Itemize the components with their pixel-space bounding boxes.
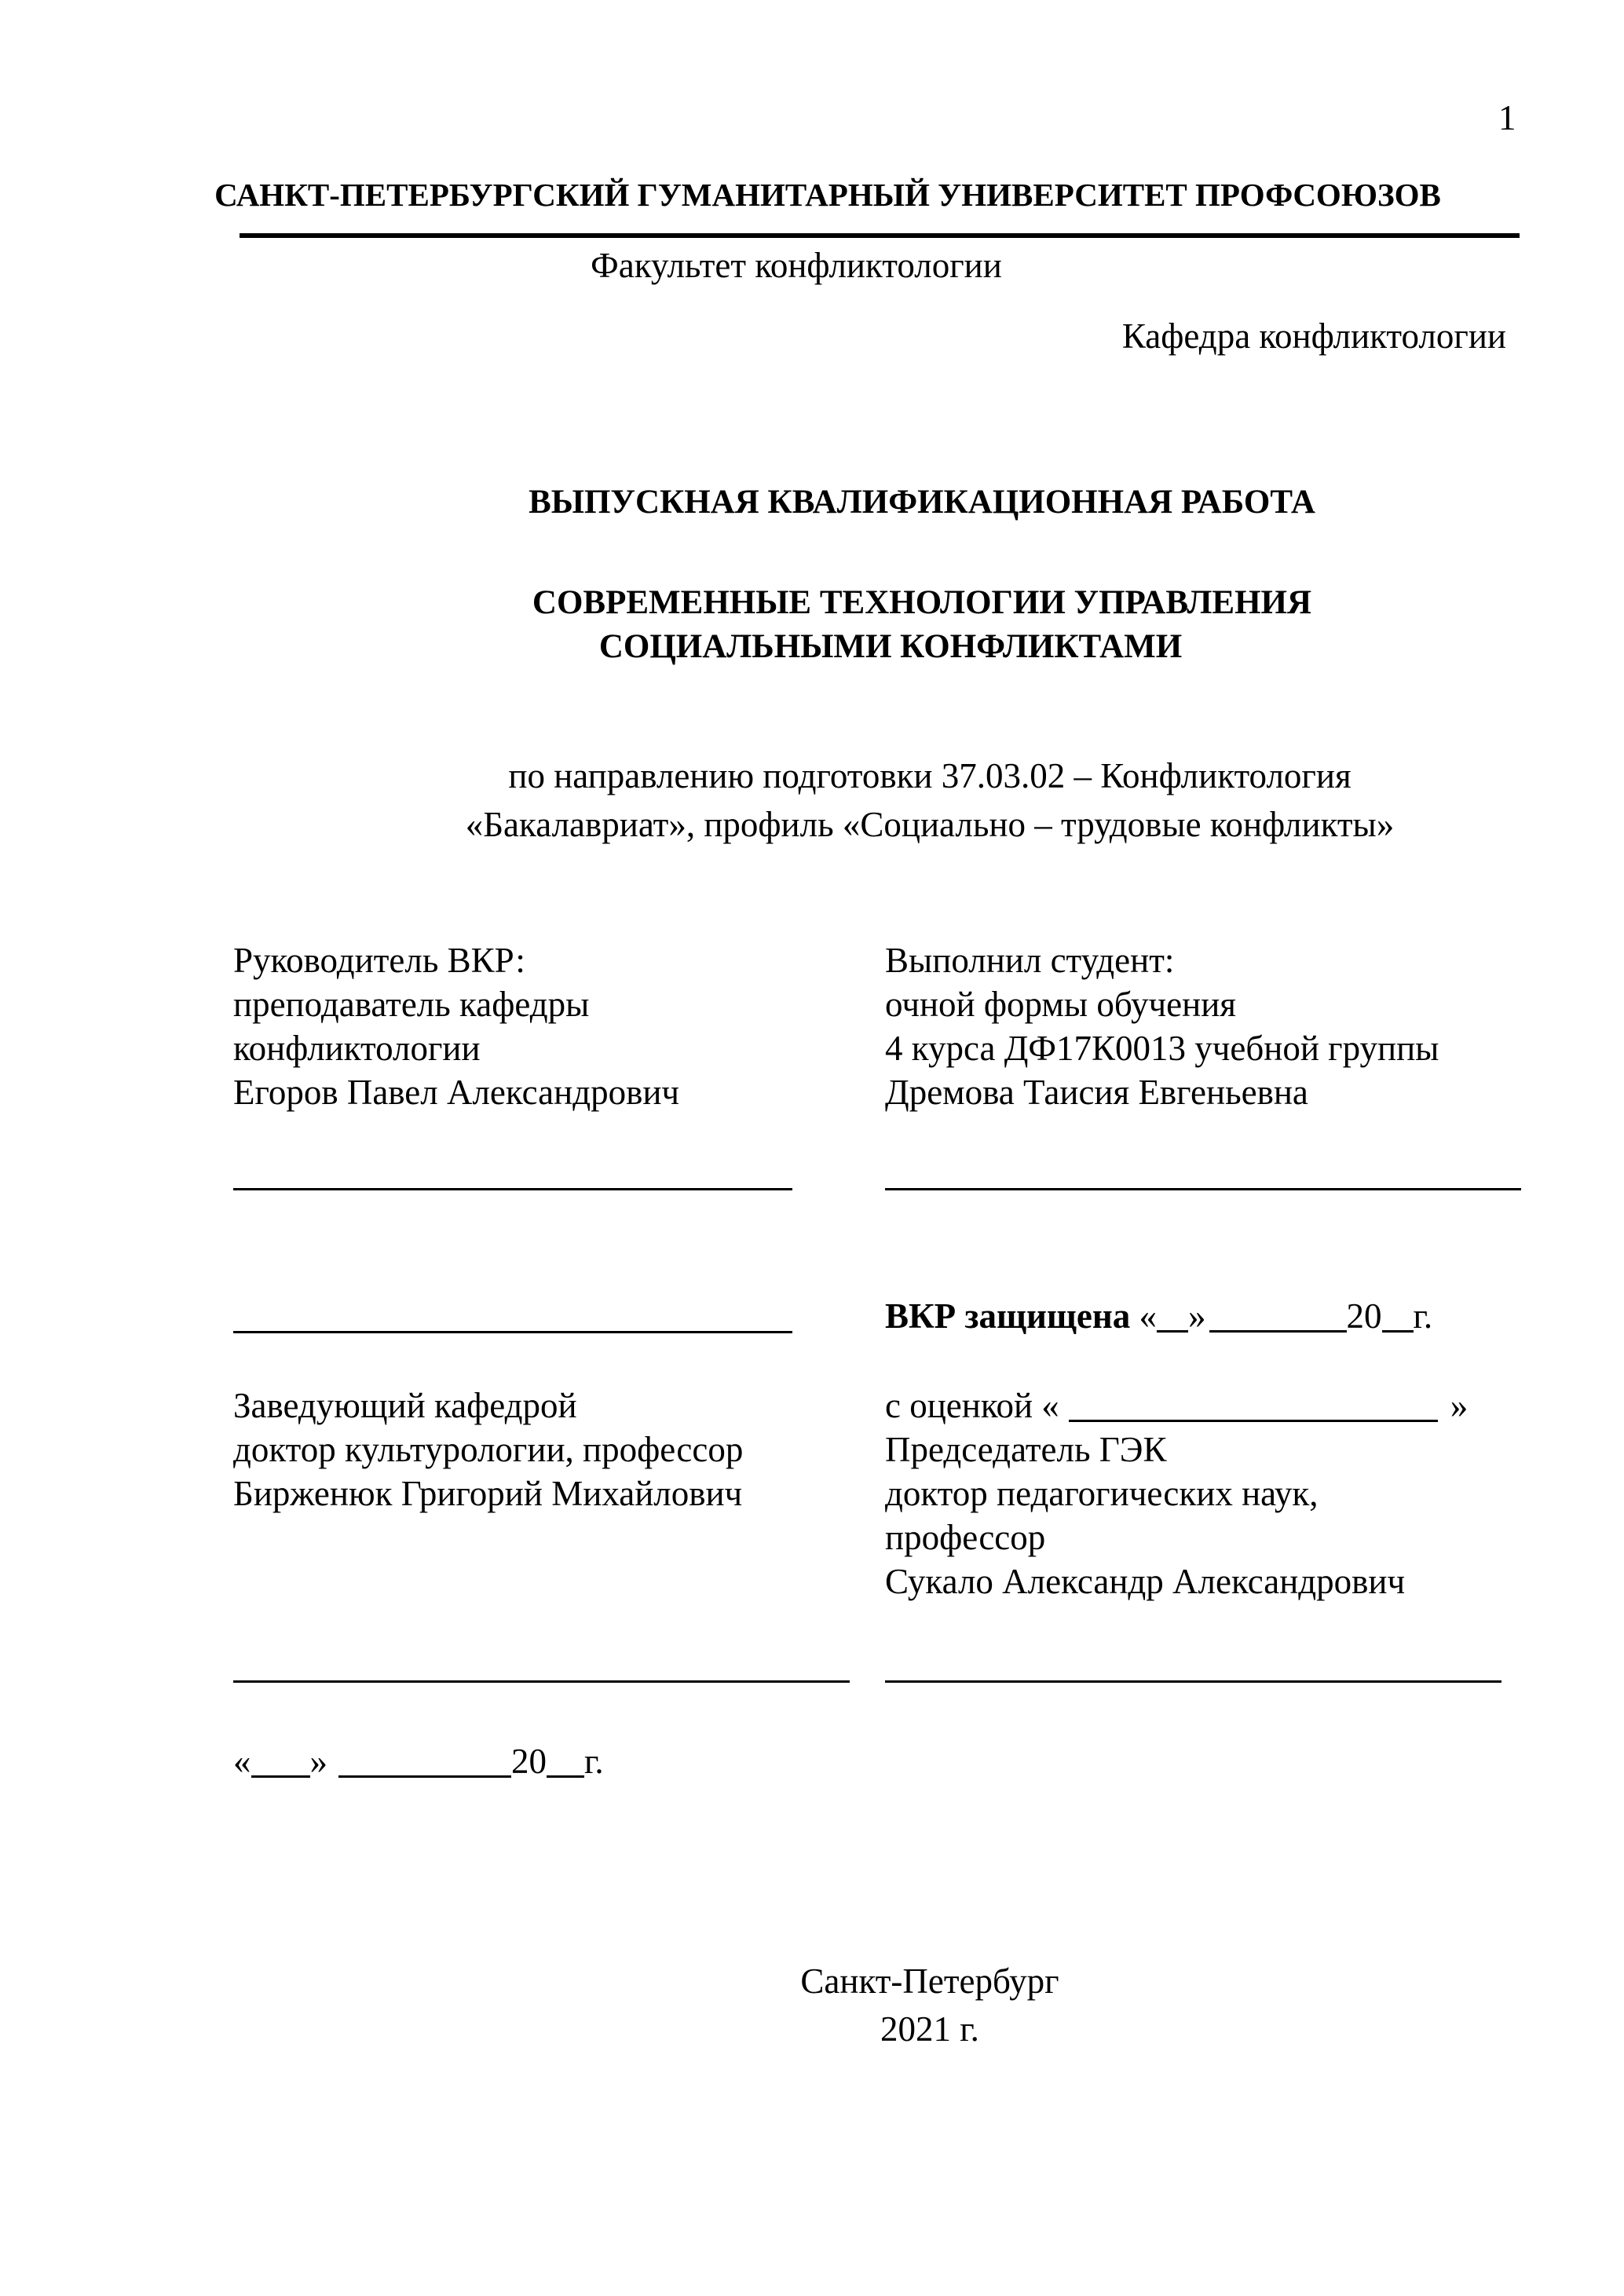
work-type-title: ВЫПУСКНАЯ КВАЛИФИКАЦИОННАЯ РАБОТА xyxy=(529,484,1315,521)
defense-label: ВКР защищена xyxy=(885,1296,1131,1336)
defense-open-quote: « xyxy=(1139,1296,1158,1336)
header-rule xyxy=(240,233,1520,238)
defense-day-field[interactable] xyxy=(1157,1295,1188,1333)
chair-degree-1: доктор педагогических наук, xyxy=(885,1474,1319,1513)
supervisor-label: Руководитель ВКР: xyxy=(233,941,525,980)
student-signature-line[interactable] xyxy=(885,1188,1521,1190)
department-name: Кафедра конфликтологии xyxy=(1121,316,1506,356)
student-label: Выполнил студент: xyxy=(885,941,1175,980)
defense-year-suffix: г. xyxy=(1413,1296,1433,1336)
head-degree: доктор культурологии, профессор xyxy=(233,1430,744,1469)
supervisor-date-line[interactable] xyxy=(233,1331,792,1333)
chair-degree-2: профессор xyxy=(885,1518,1046,1557)
topic-line-1: СОВРЕМЕННЫЕ ТЕХНОЛОГИИ УПРАВЛЕНИЯ xyxy=(532,584,1312,621)
head-name: Бирженюк Григорий Михайлович xyxy=(233,1474,743,1513)
chair-signature-line[interactable] xyxy=(885,1680,1501,1683)
defense-date-line xyxy=(885,1294,1432,1338)
head-label: Заведующий кафедрой xyxy=(233,1386,577,1425)
direction-line-2: «Бакалавриат», профиль «Социально – трудовые конфликты» xyxy=(465,805,1395,844)
student-block xyxy=(885,938,1439,1114)
footer-city: Санкт-Петербург xyxy=(800,1961,1059,2001)
faculty-name: Факультет конфликтологии xyxy=(591,246,1002,285)
supervisor-position-1: преподаватель кафедры xyxy=(233,985,590,1024)
supervisor-block xyxy=(233,938,679,1114)
date-month-field[interactable] xyxy=(338,1740,511,1778)
defense-month-field[interactable] xyxy=(1209,1295,1347,1333)
footer-year: 2021 г. xyxy=(880,2009,979,2049)
topic-line-2: СОЦИАЛЬНЫМИ КОНФЛИКТАМИ xyxy=(598,628,1183,665)
chair-label: Председатель ГЭК xyxy=(885,1430,1167,1469)
supervisor-position-2: конфликтологии xyxy=(233,1029,481,1068)
date-year-suffix: г. xyxy=(584,1742,604,1781)
page-number: 1 xyxy=(1498,98,1516,137)
head-of-department-block xyxy=(233,1384,743,1515)
commission-chair-block xyxy=(885,1384,1468,1603)
grade-label: с оценкой « xyxy=(885,1386,1059,1425)
date-year-prefix: 20 xyxy=(511,1742,547,1781)
supervisor-name: Егоров Павел Александрович xyxy=(233,1073,680,1112)
defense-year-field[interactable] xyxy=(1382,1295,1414,1333)
student-group: 4 курса ДФ17К0013 учебной группы xyxy=(885,1029,1439,1068)
direction-line-1: по направлению подготовки 37.03.02 – Конфликтология xyxy=(508,756,1352,795)
head-signature-line[interactable] xyxy=(233,1680,850,1683)
date-year-field[interactable] xyxy=(547,1740,584,1778)
date-day-field[interactable] xyxy=(251,1740,310,1778)
university-name: САНКТ-ПЕТЕРБУРГСКИЙ ГУМАНИТАРНЫЙ УНИВЕРСИТЕТ ПРОФСОЮЗОВ xyxy=(214,177,1441,213)
approval-date-line xyxy=(233,1739,604,1783)
grade-close-quote: » xyxy=(1450,1386,1469,1425)
chair-name: Сукало Александр Александрович xyxy=(885,1562,1406,1601)
date-open-quote: « xyxy=(233,1742,251,1781)
student-form: очной формы обучения xyxy=(885,985,1236,1024)
date-close-quote: » xyxy=(309,1742,327,1781)
grade-line xyxy=(885,1384,1468,1428)
supervisor-signature-line[interactable] xyxy=(233,1188,792,1190)
defense-close-quote: » xyxy=(1188,1296,1206,1336)
student-name: Дремова Таисия Евгеньевна xyxy=(885,1073,1308,1112)
defense-year-prefix: 20 xyxy=(1346,1296,1382,1336)
grade-field[interactable] xyxy=(1069,1384,1438,1422)
